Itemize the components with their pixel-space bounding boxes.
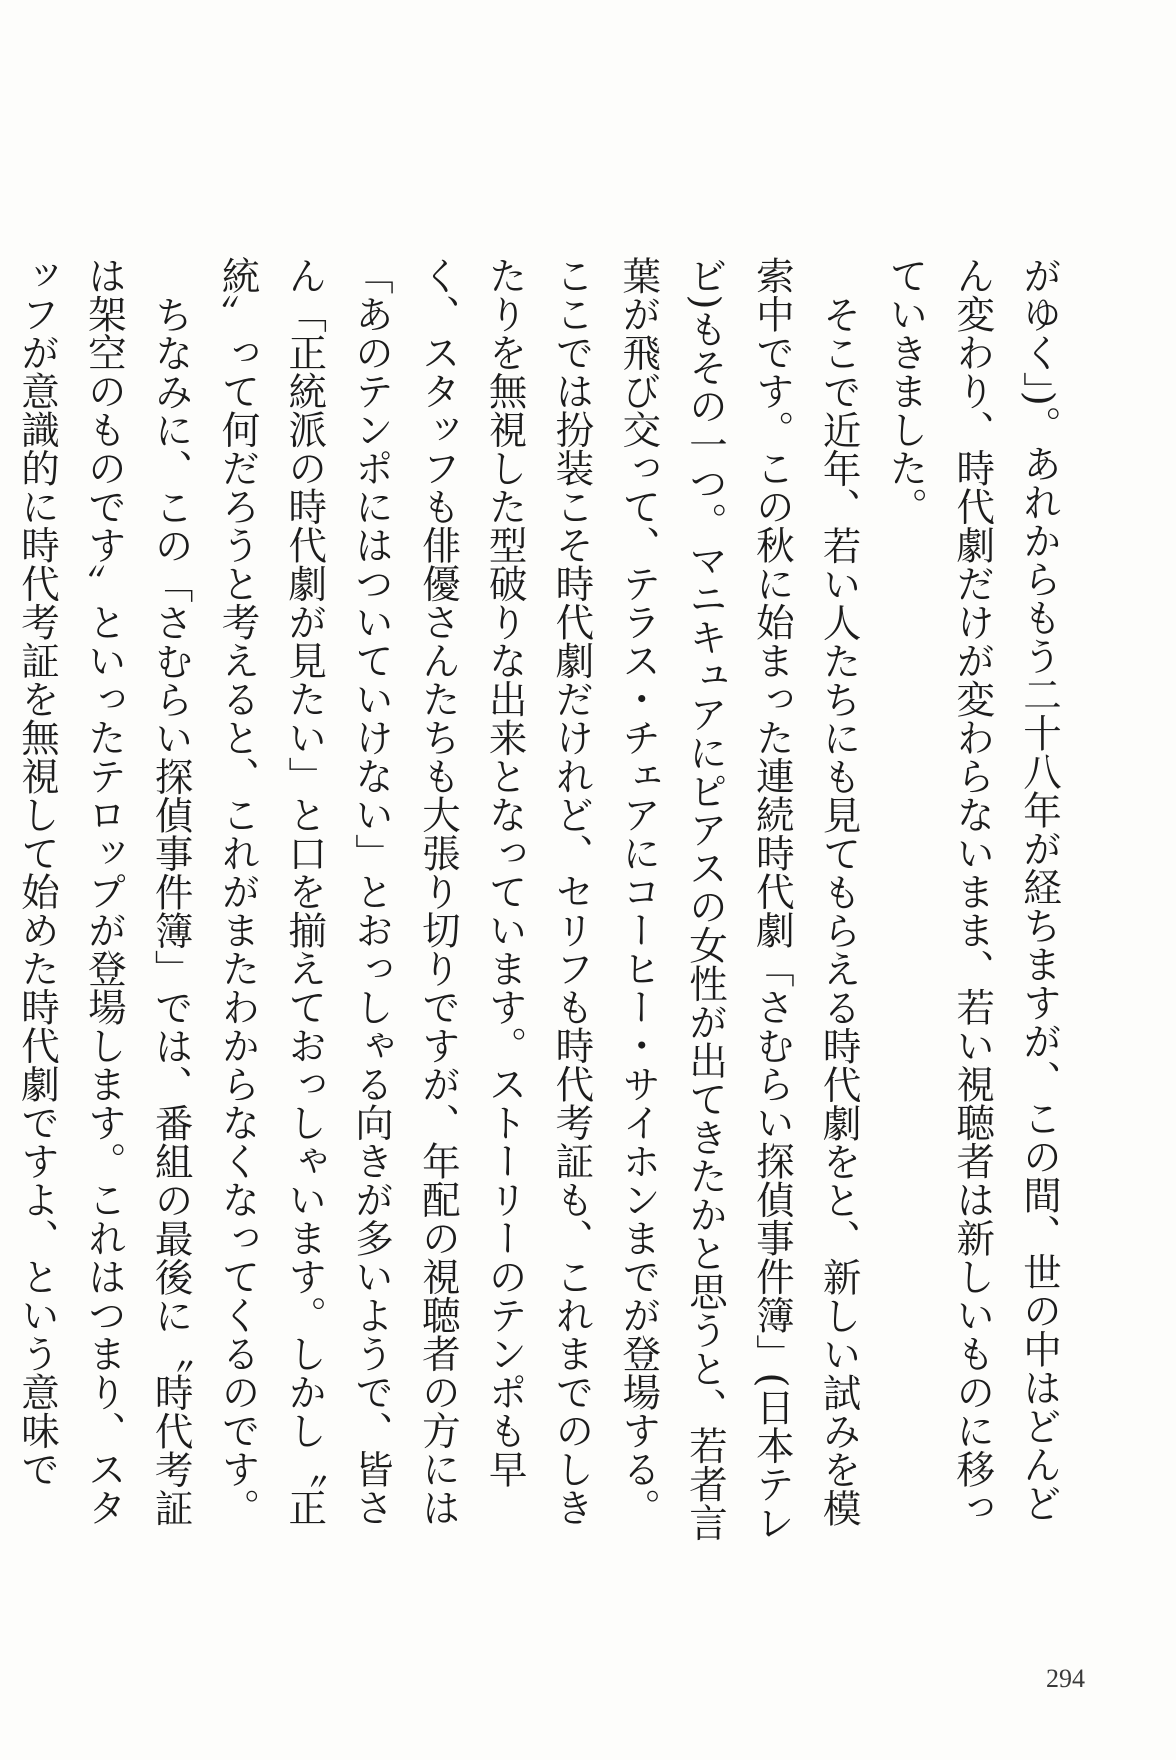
vertical-body-text xyxy=(0,256,1072,1556)
page-number: 294 xyxy=(1046,1664,1085,1693)
paragraph-1: がゆく」)。あれからもう二十八年が経ちますが、この間、世の中はどんどん変わり、時代劇だけが変わらないまま、若い視聴者は新しいものに移っていきました。 xyxy=(883,256,1062,1527)
paragraph-3: ちなみに、この「さむらい探偵事件簿」では、番組の最後に〝時代考証は架空のものです〟といったテロップが登場します。これはつまり、スタッフが意識的に時代考証を無視して始めた時代劇ですよ、という意味で xyxy=(15,256,194,1527)
paragraph-2: そこで近年、若い人たちにも見てもらえる時代劇をと、新しい試みを模索中です。この秋に始まった連続時代劇「さむらい探偵事件簿」(日本テレビ)もその一つ。マニキュアにピアスの女性が出てきたかと思うと、若者言葉が飛び交って、テラス・チェアにコーヒー・サイホンまでが登場する。ここでは扮装こそ時代劇だけれど、セリフも時代考証も、これまでのしきたりを無視した型破りな出来となっています。ストーリーのテンポも早く、スタッフも俳優さんたちも大張り切りですが、年配の視聴者の方には「あのテンポにはついていけない」とおっしゃる向きが多いようで、皆さん「正統派の時代劇が見たい」と口を揃えておっしゃいます。しかし〝正統〟って何だろうと考えると、これがまたわからなくなってくるのです。 xyxy=(215,256,862,1542)
